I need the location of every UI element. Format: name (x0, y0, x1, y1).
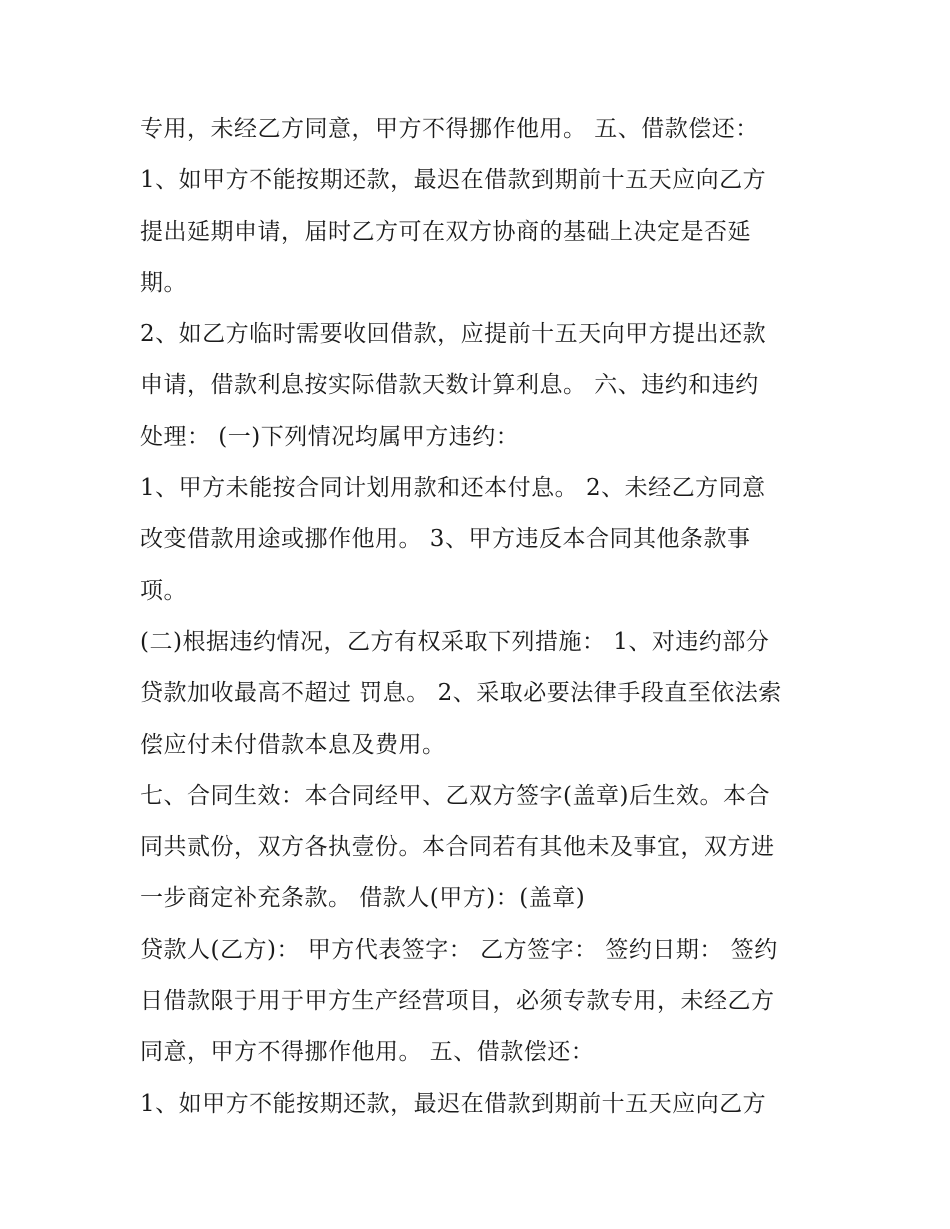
text-line: 日借款限于用于甲方生产经营项目，必须专款专用，未经乙方 (140, 988, 775, 1015)
text-line: 改变借款用途或挪作他用。 3、甲方违反本合同其他条款事 (140, 526, 751, 553)
text-line: 期。 (140, 269, 187, 296)
text-line: 申请，借款利息按实际借款天数计算利息。 六、违约和违约 (140, 372, 759, 399)
text-line: 1、甲方未能按合同计划用款和还本付息。 2、未经乙方同意 (140, 475, 766, 502)
text-line: 项。 (140, 577, 187, 604)
text-line: 同共贰份，双方各执壹份。本合同若有其他未及事宜，双方进 (140, 834, 775, 861)
text-line: 1、如甲方不能按期还款，最迟在借款到期前十五天应向乙方 (140, 167, 767, 194)
text-line: 同意，甲方不得挪作他用。 五、借款偿还： (140, 1039, 595, 1066)
text-line: 提出延期申请，届时乙方可在双方协商的基础上决定是否延 (140, 218, 751, 245)
text-line: 2、如乙方临时需要收回借款，应提前十五天向甲方提出还款 (140, 321, 767, 348)
text-line: 贷款加收最高不超过 罚息。 2、采取必要法律手段直至依法索 (140, 680, 782, 707)
text-line: 偿应付未付借款本息及费用。 (140, 731, 446, 758)
text-line: 七、合同生效：本合同经甲、乙双方签字(盖章)后生效。本合 (140, 782, 770, 809)
text-line: 1、如甲方不能按期还款，最迟在借款到期前十五天应向乙方 (140, 1090, 767, 1117)
text-line: 处理： (一)下列情况均属甲方违约： (140, 423, 520, 450)
text-line: 专用，未经乙方同意，甲方不得挪作他用。 五、借款偿还： (140, 116, 759, 142)
text-line: 一步商定补充条款。 借款人(甲方)：(盖章) (140, 885, 586, 912)
document-body (140, 104, 820, 1130)
text-line: (二)根据违约情况，乙方有权采取下列措施： 1、对违约部分 (140, 628, 770, 655)
text-line: 贷款人(乙方)： 甲方代表签字： 乙方签字： 签约日期： 签约 (140, 936, 778, 963)
